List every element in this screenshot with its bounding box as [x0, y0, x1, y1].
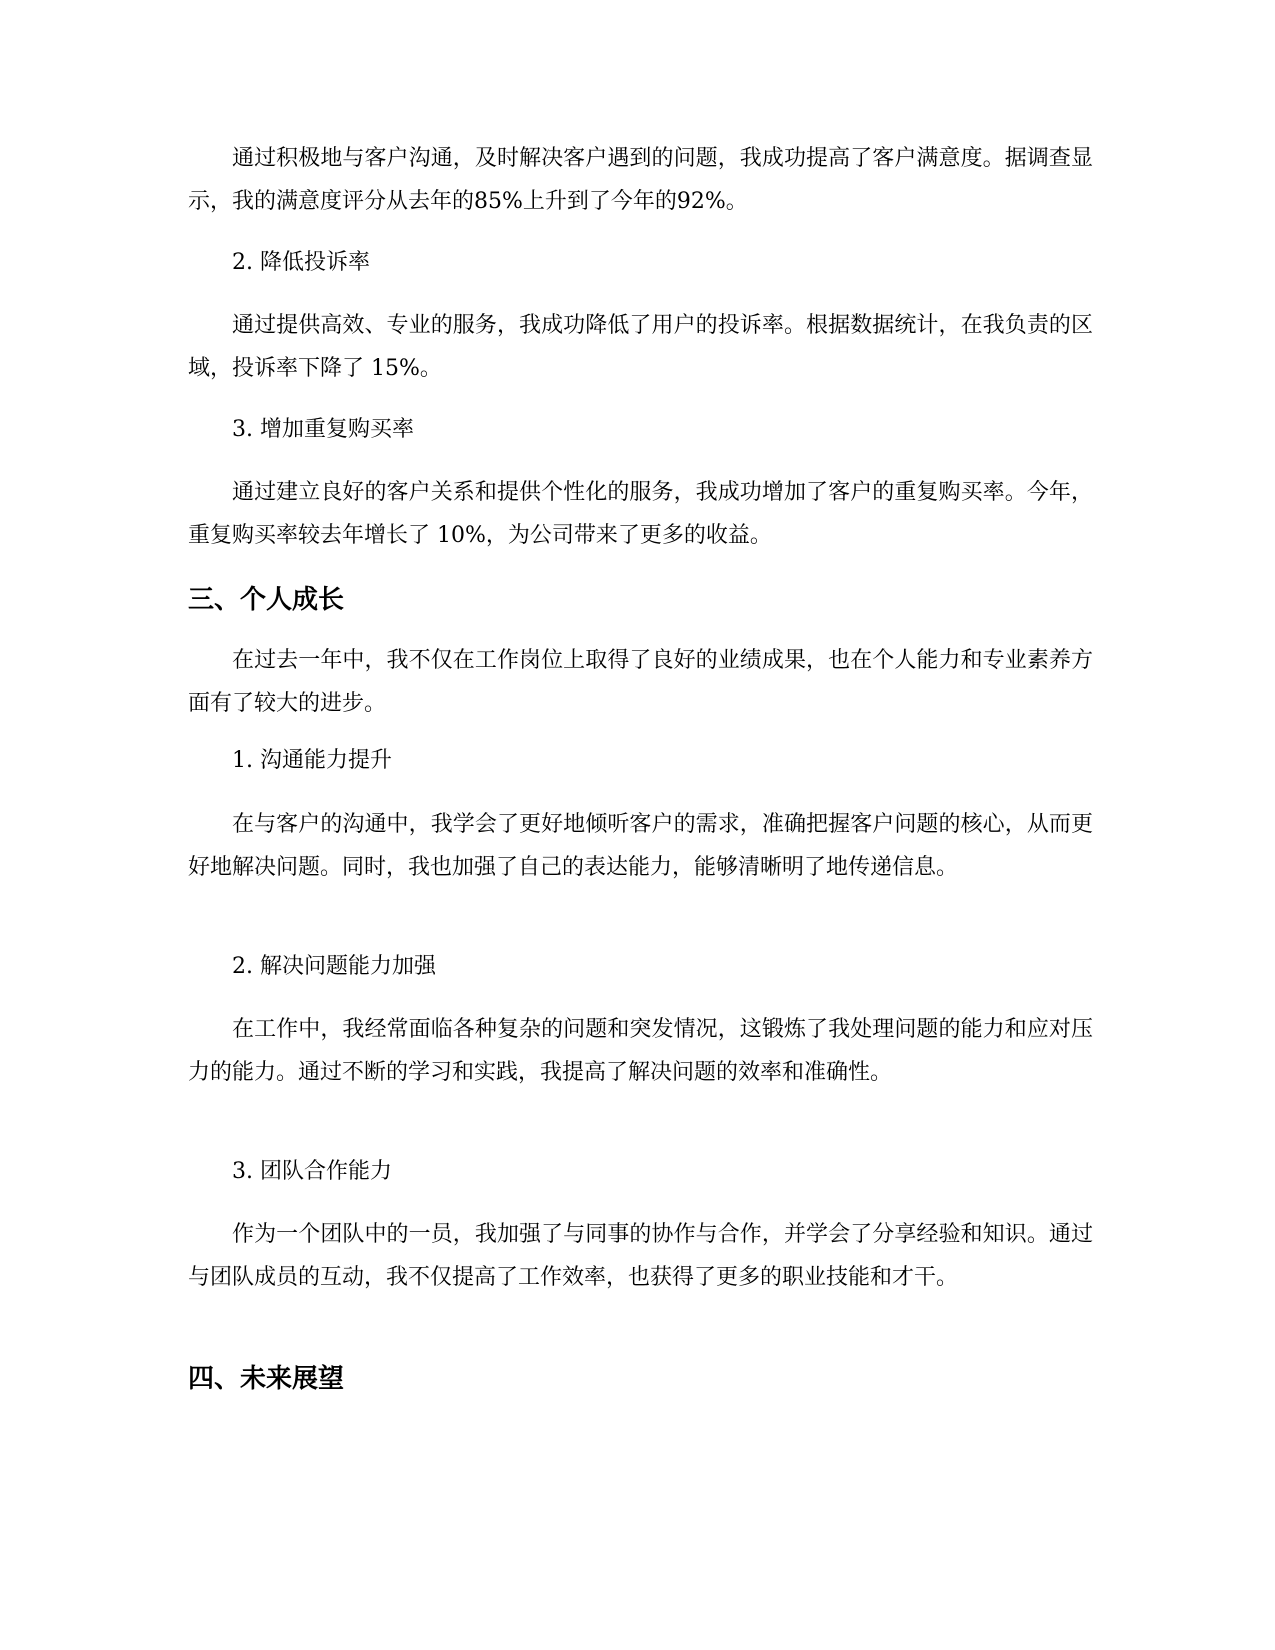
- paragraph-complaints: 通过提供高效、专业的服务，我成功降低了用户的投诉率。根据数据统计，在我负责的区域，投诉率下降了 15%。: [188, 313, 1093, 381]
- section-heading-personal-growth: 三、个人成长: [188, 585, 345, 615]
- paragraph-growth-intro: 在过去一年中，我不仅在工作岗位上取得了良好的业绩成果，也在个人能力和专业素养方面有了较大的进步。: [188, 648, 1093, 716]
- list-item-teamwork: 3. 团队合作能力: [232, 1159, 392, 1184]
- list-item-problem-solving: 2. 解决问题能力加强: [232, 954, 436, 979]
- list-item-communication: 1. 沟通能力提升: [232, 748, 392, 773]
- paragraph-problem-solving: 在工作中，我经常面临各种复杂的问题和突发情况，这锻炼了我处理问题的能力和应对压力的能力。通过不断的学习和实践，我提高了解决问题的效率和准确性。: [188, 1017, 1093, 1085]
- paragraph-communication: 在与客户的沟通中，我学会了更好地倾听客户的需求，准确把握客户问题的核心，从而更好地解决问题。同时，我也加强了自己的表达能力，能够清晰明了地传递信息。: [188, 812, 1093, 880]
- paragraph-repeat-purchase: 通过建立良好的客户关系和提供个性化的服务，我成功增加了客户的重复购买率。今年，重复购买率较去年增长了 10%，为公司带来了更多的收益。: [188, 480, 1093, 548]
- section-heading-future-outlook: 四、未来展望: [188, 1364, 345, 1394]
- paragraph-teamwork: 作为一个团队中的一员，我加强了与同事的协作与合作，并学会了分享经验和知识。通过与团队成员的互动，我不仅提高了工作效率，也获得了更多的职业技能和才干。: [188, 1222, 1093, 1290]
- list-item-reduce-complaints: 2. 降低投诉率: [232, 250, 370, 275]
- paragraph-satisfaction: 通过积极地与客户沟通，及时解决客户遇到的问题，我成功提高了客户满意度。据调查显示，我的满意度评分从去年的85%上升到了今年的92%。: [188, 146, 1093, 214]
- list-item-repeat-purchase: 3. 增加重复购买率: [232, 417, 414, 442]
